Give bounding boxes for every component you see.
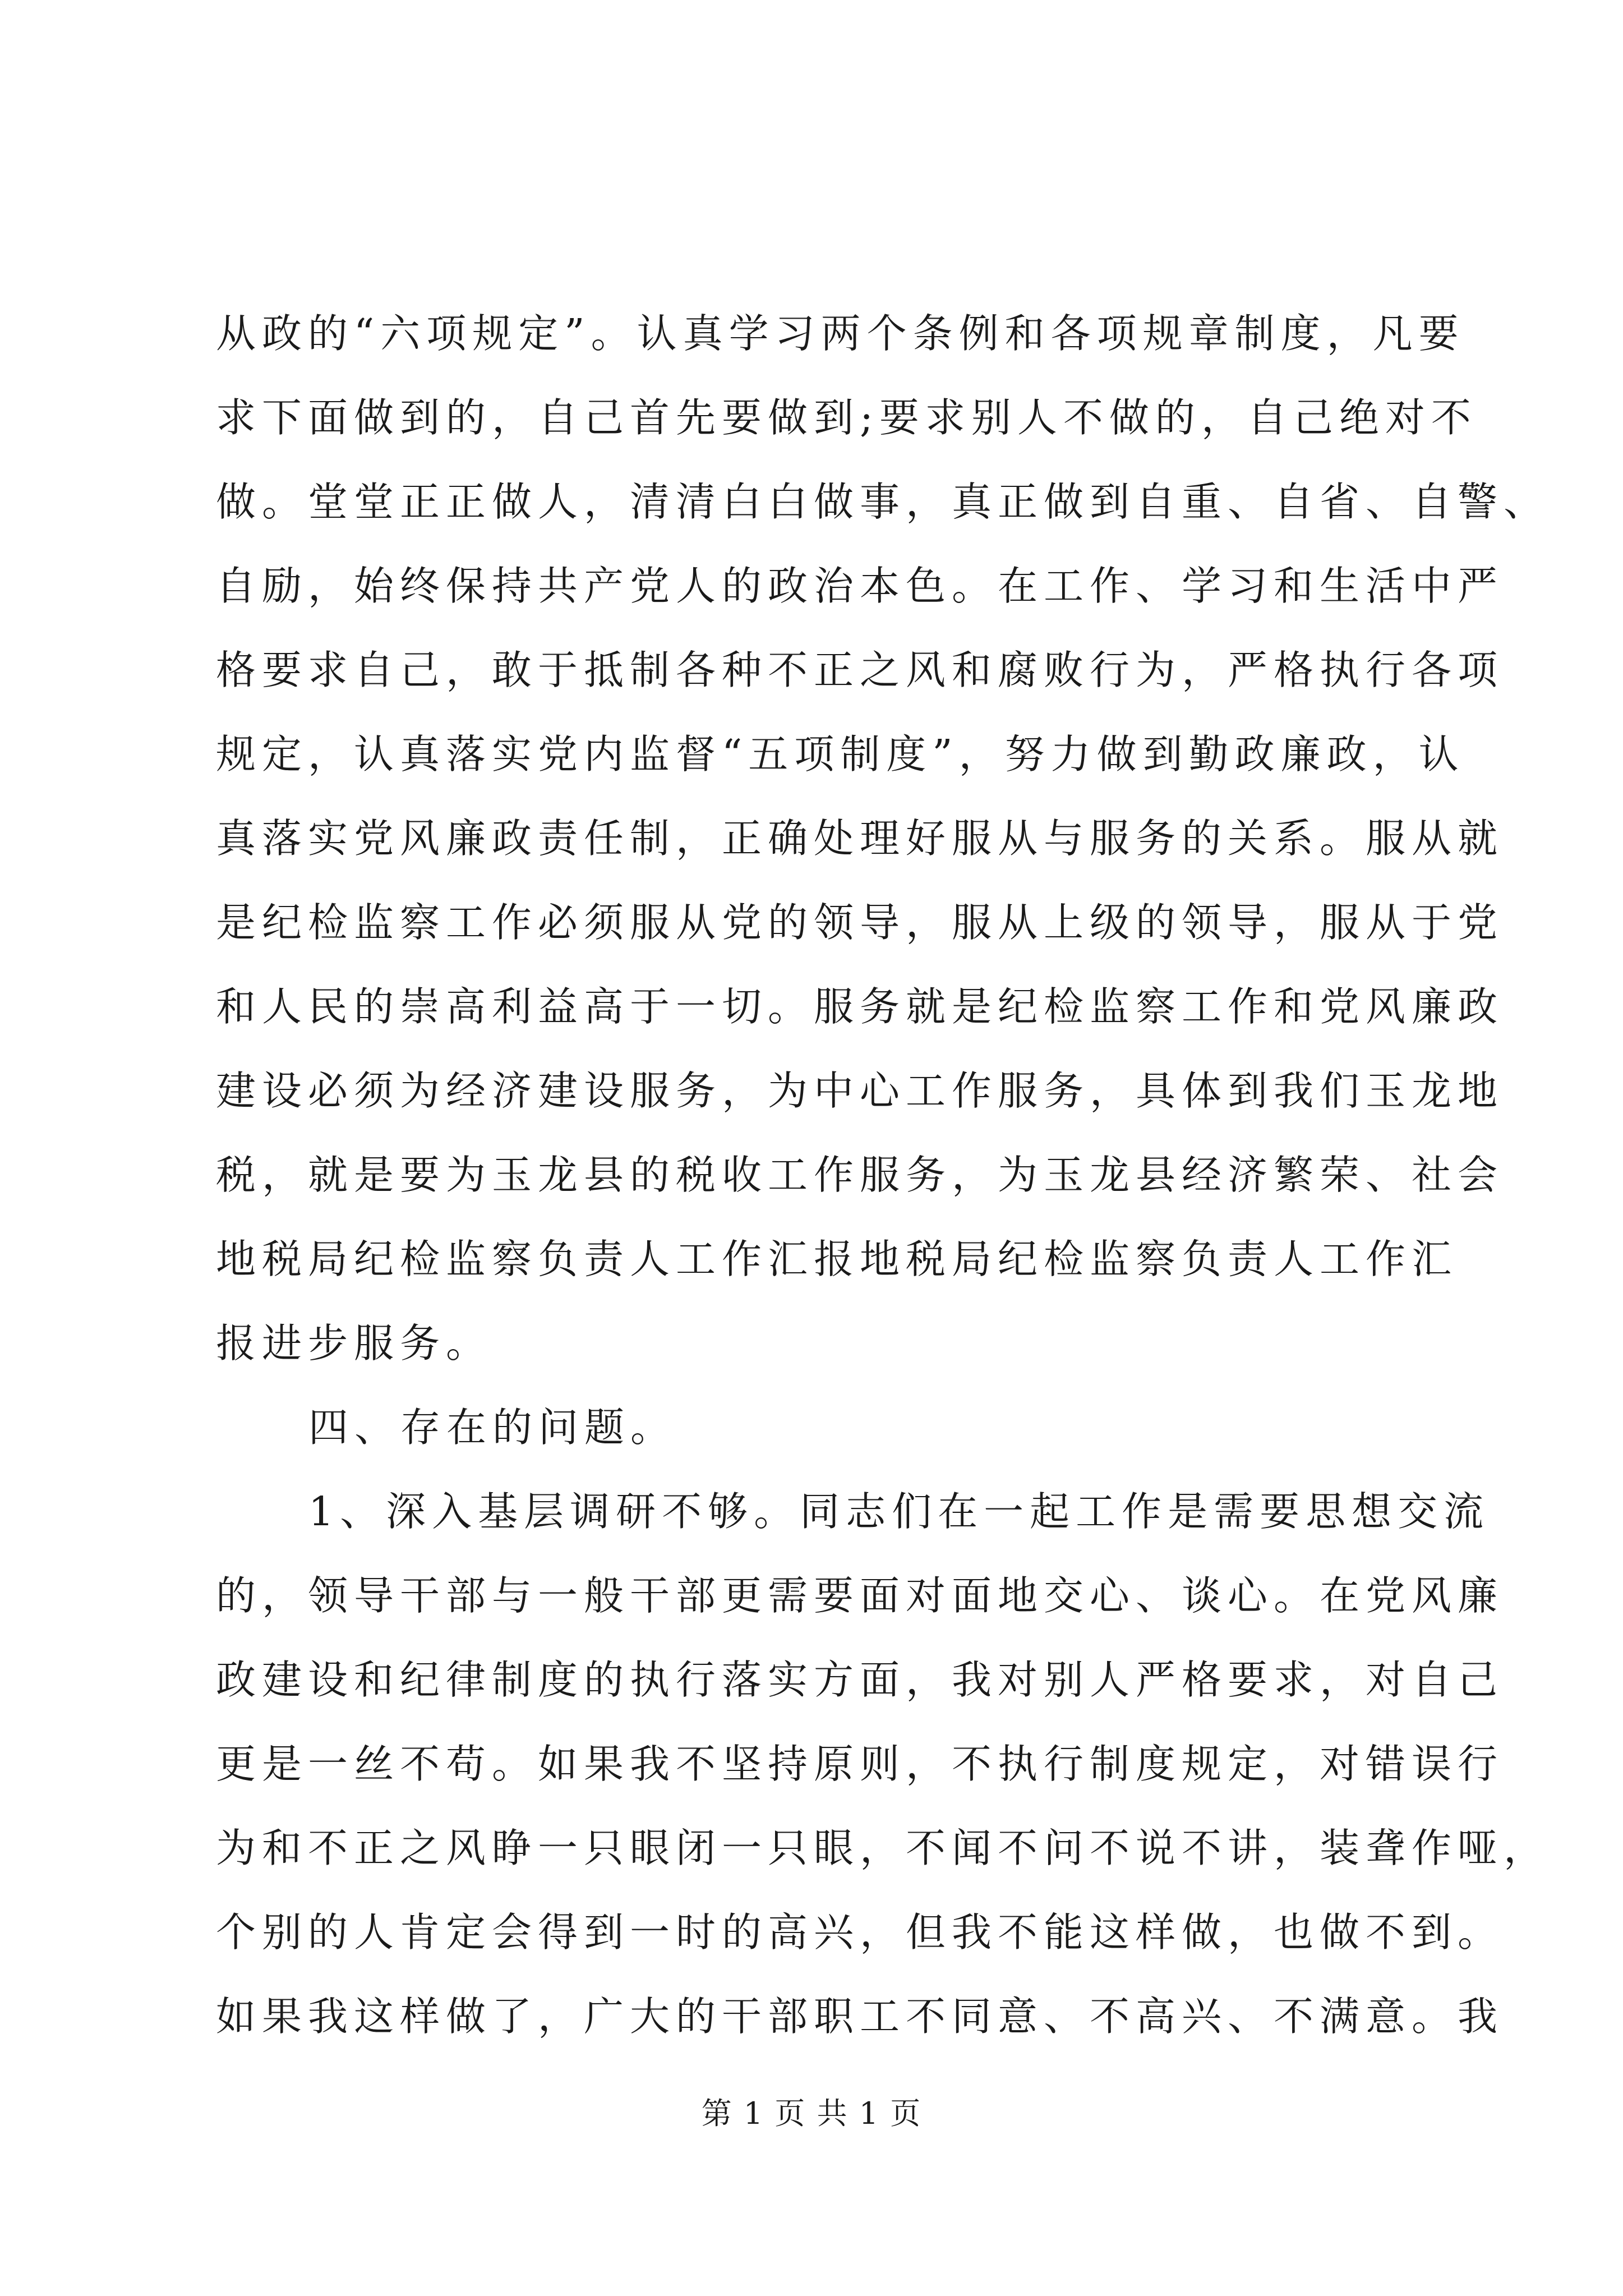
text-line: 的，领导干部与一般干部更需要面对面地交心、谈心。在党风廉 xyxy=(216,1572,1504,1619)
section-heading: 四、存在的问题。 xyxy=(308,1404,677,1451)
text-line: 做。堂堂正正做人，清清白白做事，真正做到自重、自省、自警、 xyxy=(216,478,1550,525)
text-line: 政建设和纪律制度的执行落实方面，我对别人严格要求，对自己 xyxy=(216,1657,1504,1703)
text-line: 税，就是要为玉龙县的税收工作服务，为玉龙县经济繁荣、社会 xyxy=(216,1152,1504,1198)
text-line: 建设必须为经济建设服务，为中心工作服务，具体到我们玉龙地 xyxy=(216,1068,1504,1114)
text-line: 格要求自己，敢于抵制各种不正之风和腐败行为，严格执行各项 xyxy=(216,647,1504,693)
text-line: 更是一丝不苟。如果我不坚持原则，不执行制度规定，对错误行 xyxy=(216,1741,1504,1787)
text-line: 和人民的崇高利益高于一切。服务就是纪检监察工作和党风廉政 xyxy=(216,983,1504,1030)
text-line: 个别的人肯定会得到一时的高兴，但我不能这样做，也做不到。 xyxy=(216,1909,1504,1955)
text-line: 规定，认真落实党内监督“五项制度”，努力做到勤政廉政，认 xyxy=(216,731,1465,777)
text-line: 如果我这样做了，广大的干部职工不同意、不高兴、不满意。我 xyxy=(216,1993,1504,2040)
text-line: 求下面做到的，自己首先要做到;要求别人不做的，自己绝对不 xyxy=(216,394,1477,441)
text-line: 是纪检监察工作必须服从党的领导，服从上级的领导，服从于党 xyxy=(216,899,1504,946)
text-line: 报进步服务。 xyxy=(216,1320,492,1366)
text-line: 真落实党风廉政责任制，正确处理好服从与服务的关系。服从就 xyxy=(216,815,1504,862)
text-line: 自励，始终保持共产党人的政治本色。在工作、学习和生活中严 xyxy=(216,563,1504,609)
page-number-footer: 第 1 页 共 1 页 xyxy=(701,2096,922,2131)
text-line: 为和不正之风睁一只眼闭一只眼，不闻不问不说不讲，装聋作哑， xyxy=(216,1825,1550,1871)
text-line: 从政的“六项规定”。认真学习两个条例和各项规章制度，凡要 xyxy=(216,310,1465,357)
text-line: 1、深入基层调研不够。同志们在一起工作是需要思想交流 xyxy=(308,1488,1490,1535)
text-line: 地税局纪检监察负责人工作汇报地税局纪检监察负责人工作汇 xyxy=(216,1236,1458,1282)
